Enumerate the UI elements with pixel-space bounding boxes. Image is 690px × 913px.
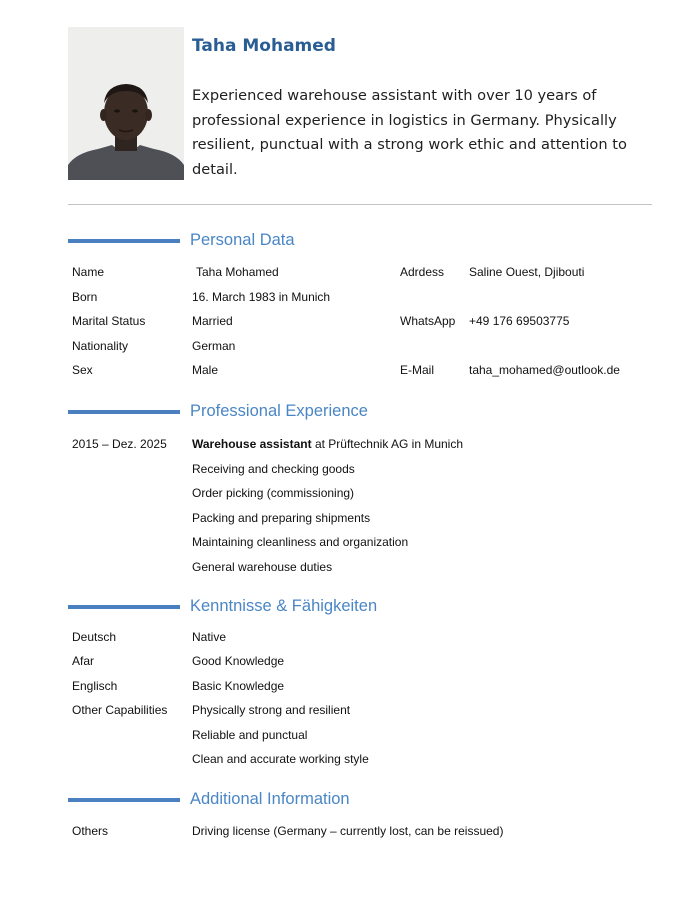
experience-task: Receiving and checking goods xyxy=(192,462,355,476)
experience-task: Packing and preparing shipments xyxy=(192,511,371,525)
profile-photo xyxy=(68,27,184,180)
experience-company: at Prüftechnik AG in Munich xyxy=(311,437,464,451)
skill-value: Basic Knowledge xyxy=(192,679,285,693)
personal-label-name: Name xyxy=(72,265,105,279)
personal-value-email[interactable]: taha_mohamed@outlook.de xyxy=(469,363,620,377)
personal-label-whatsapp: WhatsApp xyxy=(400,314,456,328)
experience-position xyxy=(192,437,463,451)
personal-label-sex: Sex xyxy=(72,363,93,377)
personal-value-name: Taha Mohamed xyxy=(196,265,279,279)
experience-role: Warehouse assistant xyxy=(192,437,312,451)
skill-value: Reliable and punctual xyxy=(192,728,308,742)
skill-label: Afar xyxy=(72,654,95,668)
personal-label-email: E-Mail xyxy=(400,363,435,377)
section-bar xyxy=(68,410,180,414)
section-bar xyxy=(68,239,180,243)
skill-value: Physically strong and resilient xyxy=(192,703,351,717)
skill-value: Clean and accurate working style xyxy=(192,752,369,766)
skill-value: Good Knowledge xyxy=(192,654,285,668)
experience-task: Maintaining cleanliness and organization xyxy=(192,535,409,549)
experience-period: 2015 – Dez. 2025 xyxy=(72,437,167,451)
section-bar xyxy=(68,605,180,609)
person-portrait-icon xyxy=(68,27,184,180)
section-bar xyxy=(68,798,180,802)
section-title-skills: Kenntnisse & Fähigkeiten xyxy=(190,597,378,615)
personal-label-address: Adrdess xyxy=(400,265,445,279)
experience-task: General warehouse duties xyxy=(192,560,333,574)
personal-value-marital-status: Married xyxy=(192,314,233,328)
section-title-professional-experience: Professional Experience xyxy=(190,402,368,420)
personal-label-born: Born xyxy=(72,290,98,304)
personal-value-address: Saline Ouest, Djibouti xyxy=(469,265,585,279)
personal-label-marital-status: Marital Status xyxy=(72,314,146,328)
skill-label: Other Capabilities xyxy=(72,703,168,717)
profile-summary: Experienced warehouse assistant with over 10 years of professional experience in logistics in Germany. Physically resilient, punctual with a strong work ethic and attention to detail. xyxy=(192,87,627,178)
header-divider xyxy=(68,204,652,205)
candidate-name: Taha Mohamed xyxy=(192,36,336,56)
personal-label-nationality: Nationality xyxy=(72,339,129,353)
additional-value: Driving license (Germany – currently lost, can be reissued) xyxy=(192,824,504,838)
skill-label: Englisch xyxy=(72,679,118,693)
section-title-additional-information: Additional Information xyxy=(190,790,350,808)
section-title-personal-data: Personal Data xyxy=(190,231,295,249)
experience-task: Order picking (commissioning) xyxy=(192,486,355,500)
personal-value-whatsapp: +49 176 69503775 xyxy=(469,314,570,328)
additional-label: Others xyxy=(72,824,109,838)
skill-value: Native xyxy=(192,630,227,644)
personal-value-nationality: German xyxy=(192,339,236,353)
personal-value-sex: Male xyxy=(192,363,219,377)
personal-value-born: 16. March 1983 in Munich xyxy=(192,290,331,304)
skill-label: Deutsch xyxy=(72,630,117,644)
